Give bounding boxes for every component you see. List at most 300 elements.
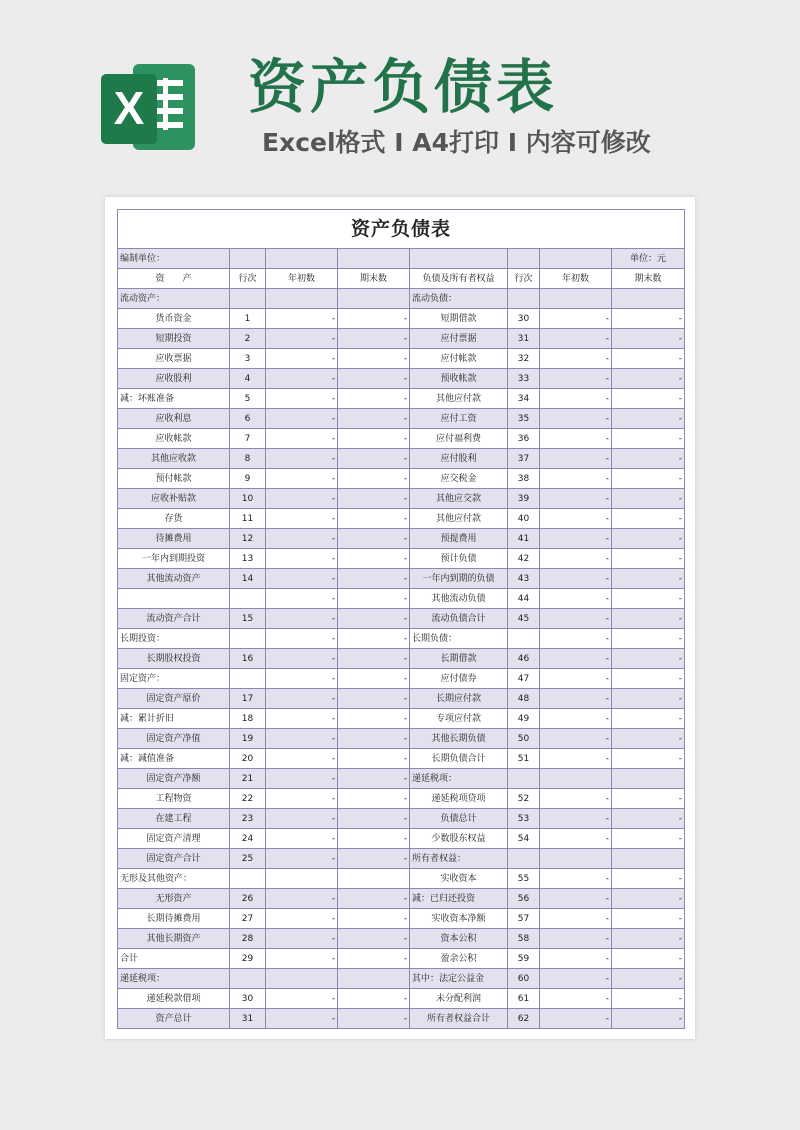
empty-cell[interactable] xyxy=(266,249,338,269)
asset-begin-value-cell[interactable]: - xyxy=(266,829,338,849)
liability-line-no-cell[interactable]: 55 xyxy=(508,869,540,889)
liability-begin-value-cell[interactable]: - xyxy=(540,909,612,929)
compiling-unit-cell[interactable] xyxy=(230,249,266,269)
liability-begin-value-cell[interactable] xyxy=(540,289,612,309)
asset-line-no-cell[interactable]: 7 xyxy=(230,429,266,449)
asset-line-no-cell[interactable] xyxy=(230,629,266,649)
liability-line-no-cell[interactable]: 49 xyxy=(508,709,540,729)
asset-item-cell[interactable]: 流动资产合计 xyxy=(118,609,230,629)
liability-begin-value-cell[interactable]: - xyxy=(540,589,612,609)
liability-line-no-cell[interactable]: 32 xyxy=(508,349,540,369)
liability-begin-value-cell[interactable] xyxy=(540,769,612,789)
asset-line-no-cell[interactable]: 6 xyxy=(230,409,266,429)
asset-line-no-cell[interactable] xyxy=(230,589,266,609)
liability-line-no-cell[interactable]: 58 xyxy=(508,929,540,949)
liability-end-value-cell[interactable]: - xyxy=(612,949,685,969)
asset-end-value-cell[interactable]: - xyxy=(338,1009,410,1029)
asset-line-no-cell[interactable]: 26 xyxy=(230,889,266,909)
asset-end-value-cell[interactable]: - xyxy=(338,629,410,649)
liability-begin-value-cell[interactable]: - xyxy=(540,449,612,469)
asset-end-value-cell[interactable]: - xyxy=(338,609,410,629)
liability-item-cell[interactable]: 长期应付款 xyxy=(410,689,508,709)
liability-item-cell[interactable]: 递延税项贷项 xyxy=(410,789,508,809)
asset-item-cell[interactable]: 其他流动资产 xyxy=(118,569,230,589)
liability-line-no-cell[interactable] xyxy=(508,629,540,649)
liability-begin-value-cell[interactable]: - xyxy=(540,969,612,989)
liability-begin-value-cell[interactable]: - xyxy=(540,429,612,449)
liability-line-no-cell[interactable]: 45 xyxy=(508,609,540,629)
liability-begin-value-cell[interactable]: - xyxy=(540,489,612,509)
liability-item-cell[interactable]: 长期借款 xyxy=(410,649,508,669)
liability-item-cell[interactable]: 所有者权益： xyxy=(410,849,508,869)
liability-line-no-cell[interactable]: 44 xyxy=(508,589,540,609)
liability-begin-value-cell[interactable]: - xyxy=(540,349,612,369)
asset-end-value-cell[interactable]: - xyxy=(338,949,410,969)
asset-item-cell[interactable]: 存货 xyxy=(118,509,230,529)
liability-end-value-cell[interactable]: - xyxy=(612,809,685,829)
asset-item-cell[interactable]: 应收股利 xyxy=(118,369,230,389)
asset-begin-value-cell[interactable]: - xyxy=(266,649,338,669)
liability-begin-value-cell[interactable]: - xyxy=(540,609,612,629)
liability-begin-value-cell[interactable]: - xyxy=(540,369,612,389)
asset-line-no-cell[interactable]: 23 xyxy=(230,809,266,829)
asset-begin-value-cell[interactable]: - xyxy=(266,569,338,589)
liability-line-no-cell[interactable] xyxy=(508,769,540,789)
asset-end-value-cell[interactable]: - xyxy=(338,649,410,669)
asset-begin-value-cell[interactable]: - xyxy=(266,609,338,629)
asset-begin-value-cell[interactable]: - xyxy=(266,929,338,949)
liability-begin-value-cell[interactable]: - xyxy=(540,1009,612,1029)
asset-line-no-cell[interactable] xyxy=(230,869,266,889)
liability-line-no-cell[interactable]: 50 xyxy=(508,729,540,749)
liability-item-cell[interactable]: 实收资本净额 xyxy=(410,909,508,929)
asset-item-cell[interactable]: 应收票据 xyxy=(118,349,230,369)
asset-begin-value-cell[interactable]: - xyxy=(266,709,338,729)
asset-line-no-cell[interactable]: 28 xyxy=(230,929,266,949)
liability-end-value-cell[interactable]: - xyxy=(612,689,685,709)
asset-line-no-cell[interactable]: 15 xyxy=(230,609,266,629)
asset-item-cell[interactable]: 无形资产 xyxy=(118,889,230,909)
liability-item-cell[interactable]: 实收资本 xyxy=(410,869,508,889)
asset-end-value-cell[interactable]: - xyxy=(338,469,410,489)
asset-item-cell[interactable]: 短期投资 xyxy=(118,329,230,349)
liability-item-cell[interactable]: 少数股东权益 xyxy=(410,829,508,849)
asset-item-cell[interactable]: 固定资产合计 xyxy=(118,849,230,869)
liability-line-no-cell[interactable]: 57 xyxy=(508,909,540,929)
asset-end-value-cell[interactable]: - xyxy=(338,829,410,849)
asset-begin-value-cell[interactable]: - xyxy=(266,889,338,909)
asset-end-value-cell[interactable]: - xyxy=(338,769,410,789)
asset-end-value-cell[interactable]: - xyxy=(338,569,410,589)
asset-end-value-cell[interactable] xyxy=(338,969,410,989)
asset-begin-value-cell[interactable]: - xyxy=(266,729,338,749)
liability-end-value-cell[interactable]: - xyxy=(612,489,685,509)
liability-begin-value-cell[interactable] xyxy=(540,849,612,869)
liability-end-value-cell[interactable]: - xyxy=(612,409,685,429)
asset-begin-value-cell[interactable]: - xyxy=(266,309,338,329)
liability-item-cell[interactable]: 专项应付款 xyxy=(410,709,508,729)
asset-line-no-cell[interactable]: 19 xyxy=(230,729,266,749)
asset-end-value-cell[interactable]: - xyxy=(338,369,410,389)
asset-end-value-cell[interactable]: - xyxy=(338,709,410,729)
liability-line-no-cell[interactable]: 60 xyxy=(508,969,540,989)
asset-begin-value-cell[interactable]: - xyxy=(266,449,338,469)
liability-line-no-cell[interactable]: 38 xyxy=(508,469,540,489)
liability-end-value-cell[interactable]: - xyxy=(612,309,685,329)
liability-end-value-cell[interactable]: - xyxy=(612,729,685,749)
liability-end-value-cell[interactable]: - xyxy=(612,569,685,589)
asset-begin-value-cell[interactable]: - xyxy=(266,489,338,509)
asset-line-no-cell[interactable]: 1 xyxy=(230,309,266,329)
liability-line-no-cell[interactable]: 51 xyxy=(508,749,540,769)
asset-begin-value-cell[interactable]: - xyxy=(266,529,338,549)
asset-begin-value-cell[interactable]: - xyxy=(266,509,338,529)
empty-cell[interactable] xyxy=(508,249,540,269)
liability-item-cell[interactable]: 负债总计 xyxy=(410,809,508,829)
liability-begin-value-cell[interactable]: - xyxy=(540,329,612,349)
liability-begin-value-cell[interactable]: - xyxy=(540,929,612,949)
asset-line-no-cell[interactable]: 14 xyxy=(230,569,266,589)
asset-line-no-cell[interactable]: 27 xyxy=(230,909,266,929)
asset-end-value-cell[interactable]: - xyxy=(338,549,410,569)
liability-begin-value-cell[interactable]: - xyxy=(540,829,612,849)
liability-begin-value-cell[interactable]: - xyxy=(540,529,612,549)
liability-line-no-cell[interactable]: 35 xyxy=(508,409,540,429)
liability-item-cell[interactable]: 其他应交款 xyxy=(410,489,508,509)
asset-end-value-cell[interactable]: - xyxy=(338,449,410,469)
liability-end-value-cell[interactable]: - xyxy=(612,669,685,689)
liability-item-cell[interactable]: 应付帐款 xyxy=(410,349,508,369)
asset-item-cell[interactable]: 资产总计 xyxy=(118,1009,230,1029)
asset-line-no-cell[interactable]: 30 xyxy=(230,989,266,1009)
liability-end-value-cell[interactable]: - xyxy=(612,509,685,529)
asset-begin-value-cell[interactable]: - xyxy=(266,789,338,809)
asset-item-cell[interactable]: 递延税款借项 xyxy=(118,989,230,1009)
asset-begin-value-cell[interactable]: - xyxy=(266,989,338,1009)
liability-line-no-cell[interactable]: 40 xyxy=(508,509,540,529)
asset-end-value-cell[interactable]: - xyxy=(338,749,410,769)
liability-end-value-cell[interactable] xyxy=(612,769,685,789)
liability-item-cell[interactable]: 预计负债 xyxy=(410,549,508,569)
liability-end-value-cell[interactable]: - xyxy=(612,389,685,409)
liability-item-cell[interactable]: 应交税金 xyxy=(410,469,508,489)
liability-end-value-cell[interactable]: - xyxy=(612,829,685,849)
asset-item-cell[interactable]: 在建工程 xyxy=(118,809,230,829)
asset-end-value-cell[interactable]: - xyxy=(338,689,410,709)
liability-item-cell[interactable]: 未分配利润 xyxy=(410,989,508,1009)
liability-begin-value-cell[interactable]: - xyxy=(540,409,612,429)
asset-end-value-cell[interactable]: - xyxy=(338,909,410,929)
asset-line-no-cell[interactable]: 13 xyxy=(230,549,266,569)
liability-line-no-cell[interactable] xyxy=(508,849,540,869)
liability-line-no-cell[interactable]: 33 xyxy=(508,369,540,389)
liability-begin-value-cell[interactable]: - xyxy=(540,469,612,489)
asset-item-cell[interactable]: 固定资产清理 xyxy=(118,829,230,849)
asset-line-no-cell[interactable]: 10 xyxy=(230,489,266,509)
liability-line-no-cell[interactable]: 39 xyxy=(508,489,540,509)
asset-item-cell[interactable]: 固定资产： xyxy=(118,669,230,689)
asset-item-cell[interactable]: 长期待摊费用 xyxy=(118,909,230,929)
asset-item-cell[interactable]: 减：累计折旧 xyxy=(118,709,230,729)
asset-item-cell[interactable]: 无形及其他资产： xyxy=(118,869,230,889)
liability-begin-value-cell[interactable]: - xyxy=(540,549,612,569)
asset-begin-value-cell[interactable]: - xyxy=(266,949,338,969)
asset-begin-value-cell[interactable]: - xyxy=(266,549,338,569)
liability-item-cell[interactable]: 预提费用 xyxy=(410,529,508,549)
liability-end-value-cell[interactable]: - xyxy=(612,649,685,669)
asset-begin-value-cell[interactable]: - xyxy=(266,769,338,789)
liability-begin-value-cell[interactable]: - xyxy=(540,629,612,649)
liability-item-cell[interactable]: 短期借款 xyxy=(410,309,508,329)
liability-line-no-cell[interactable]: 41 xyxy=(508,529,540,549)
liability-line-no-cell[interactable]: 52 xyxy=(508,789,540,809)
asset-end-value-cell[interactable]: - xyxy=(338,329,410,349)
asset-item-cell[interactable]: 其他长期资产 xyxy=(118,929,230,949)
asset-item-cell[interactable]: 预付帐款 xyxy=(118,469,230,489)
asset-line-no-cell[interactable] xyxy=(230,669,266,689)
asset-line-no-cell[interactable]: 5 xyxy=(230,389,266,409)
asset-begin-value-cell[interactable]: - xyxy=(266,329,338,349)
liability-line-no-cell[interactable]: 42 xyxy=(508,549,540,569)
liability-begin-value-cell[interactable]: - xyxy=(540,749,612,769)
asset-item-cell[interactable]: 固定资产原价 xyxy=(118,689,230,709)
asset-item-cell[interactable]: 货币资金 xyxy=(118,309,230,329)
asset-begin-value-cell[interactable]: - xyxy=(266,409,338,429)
asset-line-no-cell[interactable]: 11 xyxy=(230,509,266,529)
liability-begin-value-cell[interactable]: - xyxy=(540,669,612,689)
asset-item-cell[interactable]: 应收帐款 xyxy=(118,429,230,449)
liability-item-cell[interactable]: 应付票据 xyxy=(410,329,508,349)
asset-line-no-cell[interactable]: 24 xyxy=(230,829,266,849)
liability-line-no-cell[interactable]: 37 xyxy=(508,449,540,469)
asset-line-no-cell[interactable]: 22 xyxy=(230,789,266,809)
liability-item-cell[interactable]: 所有者权益合计 xyxy=(410,1009,508,1029)
empty-cell[interactable] xyxy=(338,249,410,269)
liability-item-cell[interactable]: 流动负债： xyxy=(410,289,508,309)
liability-end-value-cell[interactable] xyxy=(612,849,685,869)
asset-item-cell[interactable]: 递延税项： xyxy=(118,969,230,989)
liability-end-value-cell[interactable]: - xyxy=(612,469,685,489)
liability-end-value-cell[interactable]: - xyxy=(612,609,685,629)
asset-line-no-cell[interactable] xyxy=(230,289,266,309)
liability-begin-value-cell[interactable]: - xyxy=(540,649,612,669)
liability-line-no-cell[interactable]: 62 xyxy=(508,1009,540,1029)
liability-line-no-cell[interactable] xyxy=(508,289,540,309)
asset-begin-value-cell[interactable]: - xyxy=(266,669,338,689)
liability-item-cell[interactable]: 应付股利 xyxy=(410,449,508,469)
asset-end-value-cell[interactable]: - xyxy=(338,489,410,509)
liability-item-cell[interactable]: 盈余公积 xyxy=(410,949,508,969)
liability-end-value-cell[interactable]: - xyxy=(612,989,685,1009)
asset-item-cell[interactable]: 长期投资： xyxy=(118,629,230,649)
liability-line-no-cell[interactable]: 48 xyxy=(508,689,540,709)
asset-begin-value-cell[interactable]: - xyxy=(266,469,338,489)
asset-begin-value-cell[interactable]: - xyxy=(266,389,338,409)
liability-item-cell[interactable]: 一年内到期的负债 xyxy=(410,569,508,589)
asset-line-no-cell[interactable]: 21 xyxy=(230,769,266,789)
asset-line-no-cell[interactable]: 12 xyxy=(230,529,266,549)
asset-end-value-cell[interactable]: - xyxy=(338,669,410,689)
asset-line-no-cell[interactable]: 3 xyxy=(230,349,266,369)
asset-end-value-cell[interactable] xyxy=(338,869,410,889)
liability-begin-value-cell[interactable]: - xyxy=(540,809,612,829)
liability-line-no-cell[interactable]: 46 xyxy=(508,649,540,669)
liability-item-cell[interactable]: 其中：法定公益金 xyxy=(410,969,508,989)
liability-line-no-cell[interactable]: 34 xyxy=(508,389,540,409)
asset-line-no-cell[interactable]: 17 xyxy=(230,689,266,709)
liability-end-value-cell[interactable]: - xyxy=(612,969,685,989)
liability-item-cell[interactable]: 流动负债合计 xyxy=(410,609,508,629)
asset-end-value-cell[interactable]: - xyxy=(338,889,410,909)
asset-item-cell[interactable]: 一年内到期投资 xyxy=(118,549,230,569)
asset-begin-value-cell[interactable]: - xyxy=(266,369,338,389)
asset-line-no-cell[interactable]: 29 xyxy=(230,949,266,969)
asset-end-value-cell[interactable]: - xyxy=(338,589,410,609)
liability-line-no-cell[interactable]: 36 xyxy=(508,429,540,449)
asset-item-cell[interactable]: 待摊费用 xyxy=(118,529,230,549)
asset-end-value-cell[interactable]: - xyxy=(338,849,410,869)
asset-item-cell[interactable]: 固定资产净额 xyxy=(118,769,230,789)
asset-end-value-cell[interactable]: - xyxy=(338,989,410,1009)
asset-end-value-cell[interactable]: - xyxy=(338,529,410,549)
liability-begin-value-cell[interactable]: - xyxy=(540,869,612,889)
liability-end-value-cell[interactable]: - xyxy=(612,1009,685,1029)
liability-item-cell[interactable]: 其他应付款 xyxy=(410,389,508,409)
liability-begin-value-cell[interactable]: - xyxy=(540,509,612,529)
liability-end-value-cell[interactable]: - xyxy=(612,629,685,649)
liability-begin-value-cell[interactable]: - xyxy=(540,689,612,709)
liability-end-value-cell[interactable]: - xyxy=(612,889,685,909)
liability-end-value-cell[interactable]: - xyxy=(612,369,685,389)
asset-begin-value-cell[interactable]: - xyxy=(266,429,338,449)
asset-end-value-cell[interactable] xyxy=(338,289,410,309)
liability-begin-value-cell[interactable]: - xyxy=(540,569,612,589)
liability-line-no-cell[interactable]: 31 xyxy=(508,329,540,349)
liability-item-cell[interactable]: 应付债券 xyxy=(410,669,508,689)
asset-end-value-cell[interactable]: - xyxy=(338,309,410,329)
asset-item-cell[interactable]: 其他应收款 xyxy=(118,449,230,469)
liability-item-cell[interactable]: 递延税项： xyxy=(410,769,508,789)
asset-begin-value-cell[interactable]: - xyxy=(266,1009,338,1029)
liability-end-value-cell[interactable]: - xyxy=(612,749,685,769)
asset-begin-value-cell[interactable]: - xyxy=(266,749,338,769)
asset-begin-value-cell[interactable]: - xyxy=(266,589,338,609)
asset-end-value-cell[interactable]: - xyxy=(338,389,410,409)
liability-line-no-cell[interactable]: 54 xyxy=(508,829,540,849)
asset-begin-value-cell[interactable]: - xyxy=(266,849,338,869)
liability-item-cell[interactable]: 其他长期负债 xyxy=(410,729,508,749)
asset-begin-value-cell[interactable]: - xyxy=(266,689,338,709)
liability-item-cell[interactable]: 其他流动负债 xyxy=(410,589,508,609)
asset-item-cell[interactable]: 减：坏账准备 xyxy=(118,389,230,409)
asset-line-no-cell[interactable] xyxy=(230,969,266,989)
asset-item-cell[interactable]: 固定资产净值 xyxy=(118,729,230,749)
liability-begin-value-cell[interactable]: - xyxy=(540,889,612,909)
asset-end-value-cell[interactable]: - xyxy=(338,349,410,369)
asset-end-value-cell[interactable]: - xyxy=(338,809,410,829)
asset-line-no-cell[interactable]: 20 xyxy=(230,749,266,769)
asset-begin-value-cell[interactable]: - xyxy=(266,809,338,829)
empty-cell[interactable] xyxy=(540,249,612,269)
liability-item-cell[interactable]: 减：已归还投资 xyxy=(410,889,508,909)
liability-line-no-cell[interactable]: 56 xyxy=(508,889,540,909)
liability-end-value-cell[interactable]: - xyxy=(612,329,685,349)
asset-line-no-cell[interactable]: 9 xyxy=(230,469,266,489)
liability-end-value-cell[interactable]: - xyxy=(612,429,685,449)
asset-begin-value-cell[interactable]: - xyxy=(266,349,338,369)
liability-line-no-cell[interactable]: 59 xyxy=(508,949,540,969)
liability-end-value-cell[interactable]: - xyxy=(612,869,685,889)
liability-end-value-cell[interactable]: - xyxy=(612,589,685,609)
asset-end-value-cell[interactable]: - xyxy=(338,789,410,809)
liability-end-value-cell[interactable]: - xyxy=(612,349,685,369)
asset-item-cell[interactable]: 流动资产： xyxy=(118,289,230,309)
liability-begin-value-cell[interactable]: - xyxy=(540,949,612,969)
liability-end-value-cell[interactable] xyxy=(612,289,685,309)
asset-item-cell[interactable]: 减：减值准备 xyxy=(118,749,230,769)
liability-begin-value-cell[interactable]: - xyxy=(540,989,612,1009)
liability-line-no-cell[interactable]: 61 xyxy=(508,989,540,1009)
asset-end-value-cell[interactable]: - xyxy=(338,929,410,949)
asset-line-no-cell[interactable]: 4 xyxy=(230,369,266,389)
asset-line-no-cell[interactable]: 18 xyxy=(230,709,266,729)
asset-item-cell[interactable] xyxy=(118,589,230,609)
asset-item-cell[interactable]: 工程物资 xyxy=(118,789,230,809)
asset-begin-value-cell[interactable]: - xyxy=(266,629,338,649)
liability-line-no-cell[interactable]: 53 xyxy=(508,809,540,829)
liability-end-value-cell[interactable]: - xyxy=(612,449,685,469)
asset-line-no-cell[interactable]: 16 xyxy=(230,649,266,669)
liability-item-cell[interactable]: 长期负债合计 xyxy=(410,749,508,769)
asset-item-cell[interactable]: 应收补贴款 xyxy=(118,489,230,509)
asset-begin-value-cell[interactable]: - xyxy=(266,909,338,929)
asset-item-cell[interactable]: 应收利息 xyxy=(118,409,230,429)
asset-line-no-cell[interactable]: 31 xyxy=(230,1009,266,1029)
liability-item-cell[interactable]: 预收帐款 xyxy=(410,369,508,389)
liability-line-no-cell[interactable]: 43 xyxy=(508,569,540,589)
asset-end-value-cell[interactable]: - xyxy=(338,509,410,529)
asset-end-value-cell[interactable]: - xyxy=(338,729,410,749)
liability-begin-value-cell[interactable]: - xyxy=(540,309,612,329)
asset-line-no-cell[interactable]: 2 xyxy=(230,329,266,349)
asset-begin-value-cell[interactable] xyxy=(266,289,338,309)
liability-begin-value-cell[interactable]: - xyxy=(540,709,612,729)
asset-line-no-cell[interactable]: 8 xyxy=(230,449,266,469)
liability-end-value-cell[interactable]: - xyxy=(612,789,685,809)
liability-item-cell[interactable]: 应付福利费 xyxy=(410,429,508,449)
liability-begin-value-cell[interactable]: - xyxy=(540,389,612,409)
asset-begin-value-cell[interactable] xyxy=(266,869,338,889)
liability-end-value-cell[interactable]: - xyxy=(612,549,685,569)
asset-end-value-cell[interactable]: - xyxy=(338,429,410,449)
liability-end-value-cell[interactable]: - xyxy=(612,929,685,949)
asset-item-cell[interactable]: 长期股权投资 xyxy=(118,649,230,669)
liability-end-value-cell[interactable]: - xyxy=(612,529,685,549)
liability-end-value-cell[interactable]: - xyxy=(612,709,685,729)
liability-end-value-cell[interactable]: - xyxy=(612,909,685,929)
asset-line-no-cell[interactable]: 25 xyxy=(230,849,266,869)
asset-end-value-cell[interactable]: - xyxy=(338,409,410,429)
liability-begin-value-cell[interactable]: - xyxy=(540,789,612,809)
liability-line-no-cell[interactable]: 30 xyxy=(508,309,540,329)
empty-cell[interactable] xyxy=(410,249,508,269)
liability-item-cell[interactable]: 资本公积 xyxy=(410,929,508,949)
asset-item-cell[interactable]: 合计 xyxy=(118,949,230,969)
liability-item-cell[interactable]: 其他应付款 xyxy=(410,509,508,529)
liability-item-cell[interactable]: 长期负债： xyxy=(410,629,508,649)
asset-begin-value-cell[interactable] xyxy=(266,969,338,989)
liability-begin-value-cell[interactable]: - xyxy=(540,729,612,749)
